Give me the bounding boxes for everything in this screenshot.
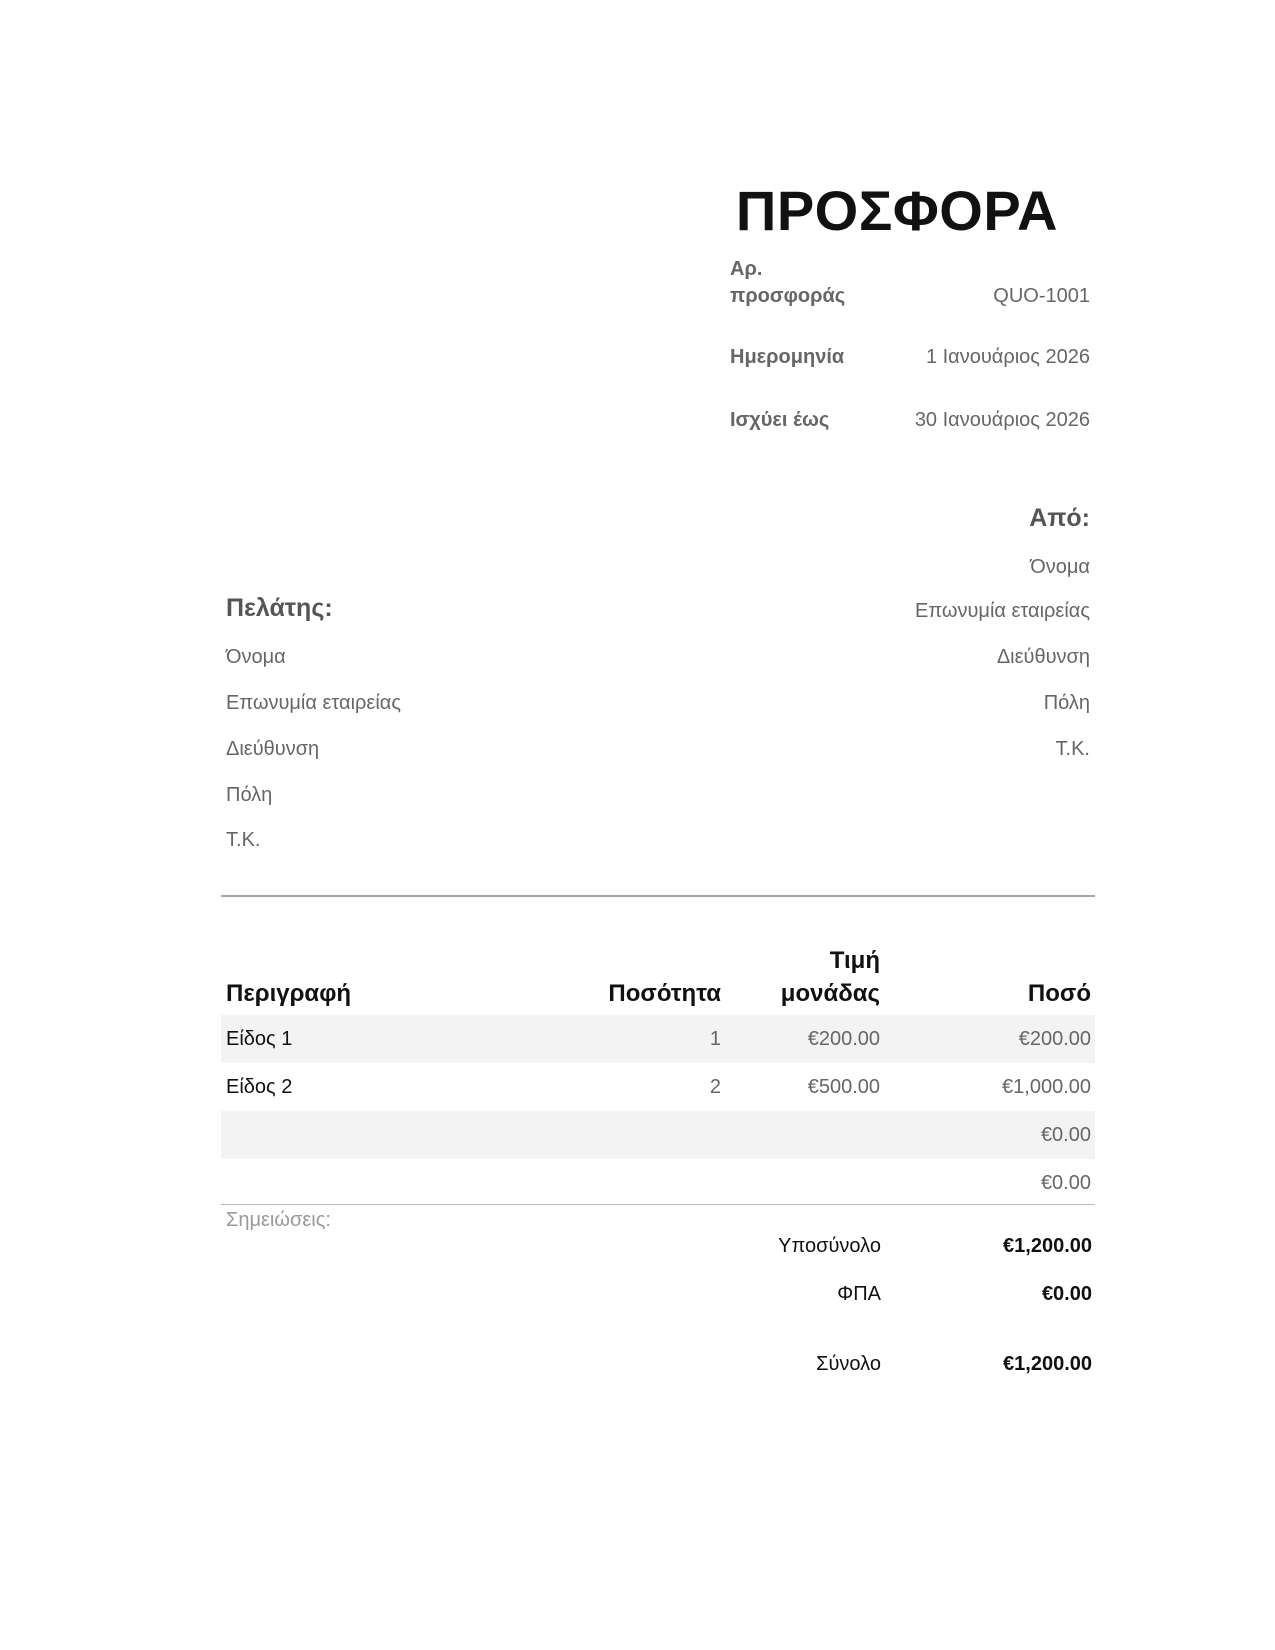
table-row — [221, 1159, 1095, 1207]
total-value: €1,200.00 — [1003, 1353, 1092, 1375]
client-city: Πόλη — [226, 784, 273, 806]
row-unit-price: €200.00 — [807, 1028, 880, 1050]
table-row — [221, 1063, 1095, 1111]
column-header-description: Περιγραφή — [226, 980, 352, 1007]
from-name: Όνομα — [1030, 556, 1090, 578]
section-divider — [221, 895, 1095, 897]
tax-value: €0.00 — [1041, 1283, 1092, 1305]
row-amount: €200.00 — [1018, 1028, 1091, 1050]
tax-label: ΦΠΑ — [837, 1283, 881, 1305]
date-label: Ημερομηνία — [730, 346, 845, 368]
column-header-amount: Ποσό — [1027, 980, 1091, 1007]
client-heading: Πελάτης: — [226, 594, 333, 622]
from-postal-code: Τ.Κ. — [1055, 738, 1090, 760]
table-row — [221, 1111, 1095, 1159]
row-quantity: 2 — [709, 1076, 721, 1098]
row-description: Είδος 1 — [226, 1028, 293, 1050]
subtotal-value: €1,200.00 — [1003, 1235, 1092, 1257]
from-city: Πόλη — [1043, 692, 1090, 714]
quote-number-value: QUO-1001 — [993, 285, 1090, 307]
row-unit-price: €500.00 — [807, 1076, 880, 1098]
valid-until-value: 30 Ιανουάριος 2026 — [914, 409, 1090, 431]
client-postal-code: Τ.Κ. — [226, 829, 261, 851]
notes-label: Σημειώσεις: — [226, 1209, 331, 1231]
row-amount: €1,000.00 — [1002, 1076, 1091, 1098]
row-amount: €0.00 — [1040, 1124, 1091, 1146]
valid-until-label: Ισχύει έως — [730, 409, 830, 431]
table-bottom-border — [221, 1204, 1095, 1205]
from-heading: Από: — [1029, 504, 1090, 532]
from-company: Επωνυμία εταιρείας — [915, 600, 1090, 622]
subtotal-label: Υποσύνολο — [778, 1235, 881, 1257]
client-address: Διεύθυνση — [226, 738, 320, 760]
quote-number-label: Αρ. προσφοράς — [730, 258, 846, 307]
total-label: Σύνολο — [816, 1353, 881, 1375]
from-address: Διεύθυνση — [996, 646, 1090, 668]
row-quantity: 1 — [709, 1028, 721, 1050]
column-header-unit-price: Τιμή μονάδας — [780, 947, 880, 1007]
row-amount: €0.00 — [1040, 1172, 1091, 1194]
client-name: Όνομα — [226, 646, 286, 668]
row-description: Είδος 2 — [226, 1076, 293, 1098]
date-value: 1 Ιανουάριος 2026 — [925, 346, 1090, 368]
document-title: ΠΡΟΣΦΟΡΑ — [735, 179, 1058, 242]
table-row — [221, 1015, 1095, 1063]
column-header-quantity: Ποσότητα — [608, 980, 721, 1007]
client-company: Επωνυμία εταιρείας — [226, 692, 401, 714]
